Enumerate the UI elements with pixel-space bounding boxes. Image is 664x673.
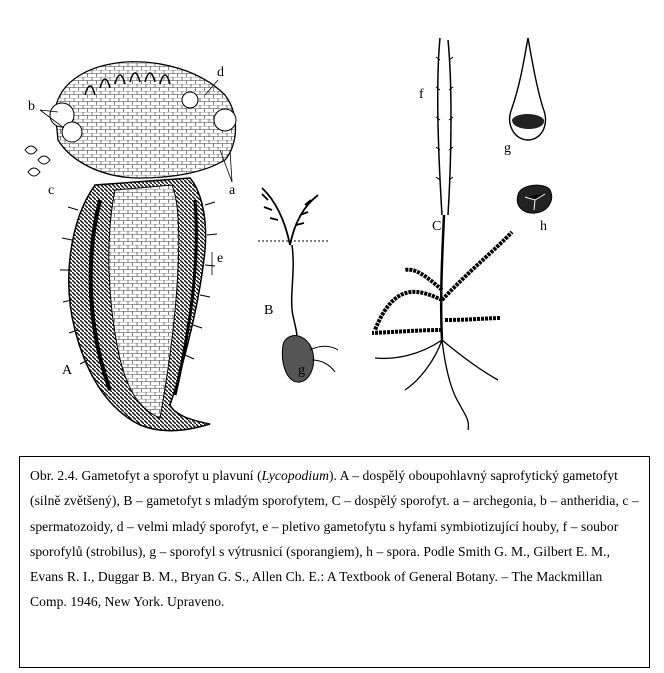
spore-h-drawing xyxy=(517,185,551,213)
gametophyte-A-drawing xyxy=(25,62,236,431)
label-h: h xyxy=(540,219,547,234)
label-f: f xyxy=(419,87,424,102)
label-A: A xyxy=(62,363,73,378)
label-a: a xyxy=(229,183,236,198)
label-C: C xyxy=(432,219,442,234)
figure-caption xyxy=(30,463,639,615)
label-e: e xyxy=(217,251,224,266)
label-g-B: g xyxy=(298,363,305,378)
caption-genus: Lycopodium xyxy=(261,468,329,483)
sporophyte-B-drawing xyxy=(258,188,338,382)
caption-lead: Obr. 2.4. Gametofyt a sporofyt u plavuní ( xyxy=(30,468,262,483)
label-c: c xyxy=(48,183,55,198)
sporophyte-C-drawing xyxy=(372,38,512,430)
sporophyll-g-drawing xyxy=(510,38,546,140)
label-b: b xyxy=(28,99,35,114)
label-B: B xyxy=(264,303,274,318)
caption-box xyxy=(19,456,650,668)
caption-body: ). A – dospělý oboupohlavný saprofytický gametofyt (silně zvětšený), B – gametofyt s mladým sporofytem, C – dospělý sporofyt. a – archegonia, b – antheridia, c – spermatozoidy, d – velmi mladý sporofyt, e – pletivo gametofytu s hyfami symbiotizující houby, f – soubor sporofylů (strobilus), g – sporofyl s výtrusnicí (sporangiem), h – spora. Podle Smith G. M., Gilbert E. M., Evans R. I., Duggar B. M., Bryan G. S., Allen Ch. E.: A Textbook of General Botany. – The Mackmillan Comp. 1946, New York. Upraveno. xyxy=(30,468,639,610)
label-d: d xyxy=(217,65,224,80)
label-g-sporophyll: g xyxy=(504,141,511,156)
